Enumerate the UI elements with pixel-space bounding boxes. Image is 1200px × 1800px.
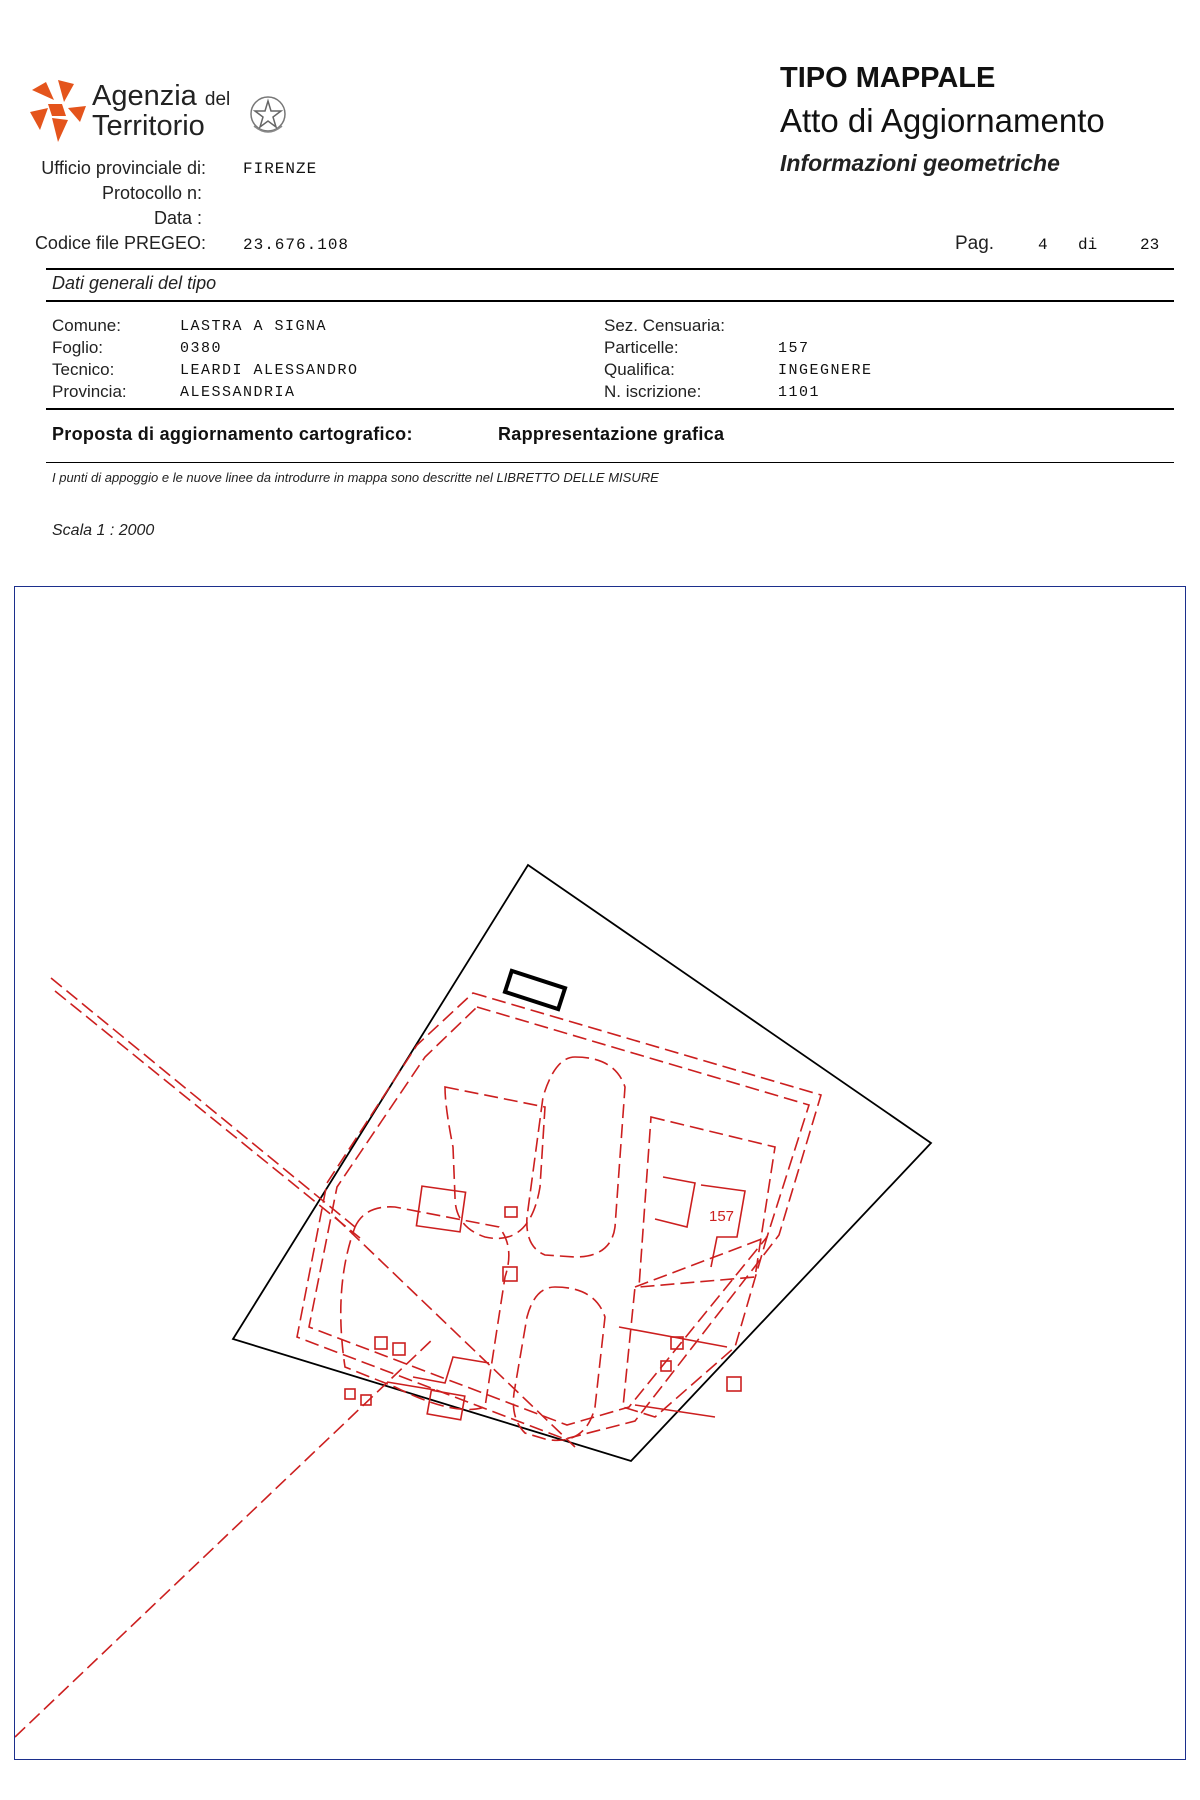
provincia-label: Provincia:: [52, 382, 127, 401]
ufficio-label: Ufficio provinciale di:: [41, 158, 206, 178]
di-label: di: [1078, 236, 1098, 254]
parcel-outline: [233, 865, 931, 1461]
new-building: [505, 971, 565, 1009]
tecnico-label: Tecnico:: [52, 360, 115, 379]
cadastral-map-frame: [14, 586, 1186, 1760]
ufficio-value: FIRENZE: [243, 160, 318, 178]
sez-censuaria-label: Sez. Censuaria:: [604, 316, 725, 335]
codice-file-label: Codice file PREGEO:: [34, 233, 206, 253]
foglio-label: Foglio:: [52, 338, 104, 357]
agency-name-line2: Territorio: [92, 110, 205, 142]
provincia-value: ALESSANDRIA: [180, 384, 296, 401]
internal-roads: [341, 1057, 775, 1440]
iscrizione-value: 1101: [778, 384, 821, 401]
section-title: Dati generali del tipo: [52, 273, 217, 293]
protocollo-label: Protocollo n:: [101, 183, 202, 203]
data-label: Data :: [153, 208, 202, 228]
proposal-representation: Rappresentazione grafica: [498, 424, 725, 444]
particelle-label: Particelle:: [604, 338, 679, 357]
qualifica-value: INGEGNERE: [778, 362, 873, 379]
tecnico-value: LEARDI ALESSANDRO: [180, 362, 359, 379]
iscrizione-label: N. iscrizione:: [604, 382, 702, 401]
document-subtitle: Atto di Aggiornamento: [780, 102, 1105, 139]
parcel-number-label: 157: [709, 1208, 735, 1225]
map-scale: Scala 1 : 2000: [52, 522, 155, 539]
document-info: Informazioni geometriche: [780, 150, 1060, 176]
particelle-value: 157: [778, 340, 810, 357]
site-perimeter: [297, 993, 821, 1439]
page-number: 4: [1038, 236, 1048, 254]
pag-label: Pag.: [955, 233, 995, 254]
general-divider: [46, 408, 1174, 410]
cadastral-map: [15, 587, 1184, 1758]
buildings: [345, 1177, 745, 1420]
qualifica-label: Qualifica:: [604, 360, 675, 379]
comune-label: Comune:: [52, 316, 121, 335]
agency-name-line1: [92, 82, 230, 111]
italian-republic-emblem-icon: [248, 92, 288, 143]
codice-file-value: 23.676.108: [243, 236, 350, 254]
proposal-label: Proposta di aggiornamento cartografico:: [52, 424, 413, 444]
agency-logo: [28, 78, 88, 144]
page-total: 23: [1140, 236, 1160, 254]
foglio-value: 0380: [180, 340, 223, 357]
header-divider: [46, 268, 1174, 270]
agency-name-del: del: [204, 89, 231, 110]
agency-name-agenzia: Agenzia: [92, 80, 197, 112]
measurement-note: I punti di appoggio e le nuove linee da introdurre in mappa sono descritte nel LIBRETTO DELLE MISURE: [52, 470, 659, 485]
document-title: TIPO MAPPALE: [780, 62, 996, 94]
comune-value: LASTRA A SIGNA: [180, 318, 328, 335]
agenzia-star-logo-icon: [28, 78, 88, 144]
proposal-divider: [46, 462, 1174, 463]
section-divider: [46, 300, 1174, 302]
